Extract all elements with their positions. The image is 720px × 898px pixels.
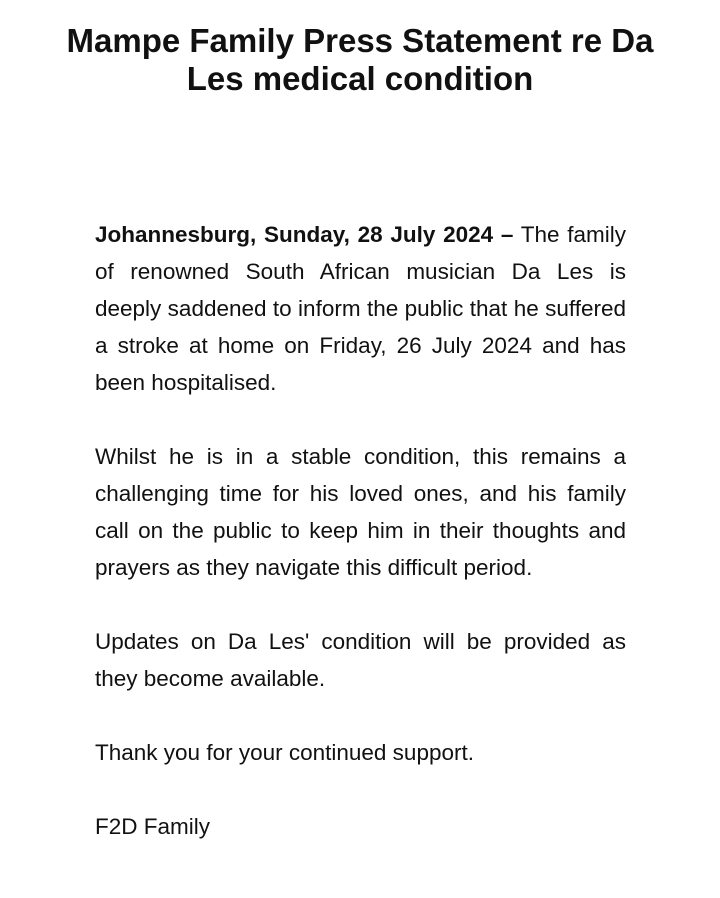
paragraph-thanks: Thank you for your continued support. [95, 740, 474, 765]
page-title: Mampe Family Press Statement re Da Les medical condition [66, 22, 654, 97]
intro-text: The family of renowned South African musician Da Les is deeply saddened to inform the public that he suffered a stroke at home on Friday, 26 July 2024 and has been hospitalised. [95, 222, 626, 395]
paragraph-condition: Whilst he is in a stable condition, this remains a challenging time for his loved ones, and his family call on the public to keep him in their thoughts and prayers as they navigate this difficult period. [95, 444, 626, 580]
paragraph-updates: Updates on Da Les' condition will be provided as they become available. [95, 629, 626, 691]
paragraph-intro [95, 216, 626, 401]
dateline: Johannesburg, Sunday, 28 July 2024 – [95, 222, 514, 247]
statement-body [95, 216, 626, 845]
signoff: F2D Family [95, 814, 211, 839]
